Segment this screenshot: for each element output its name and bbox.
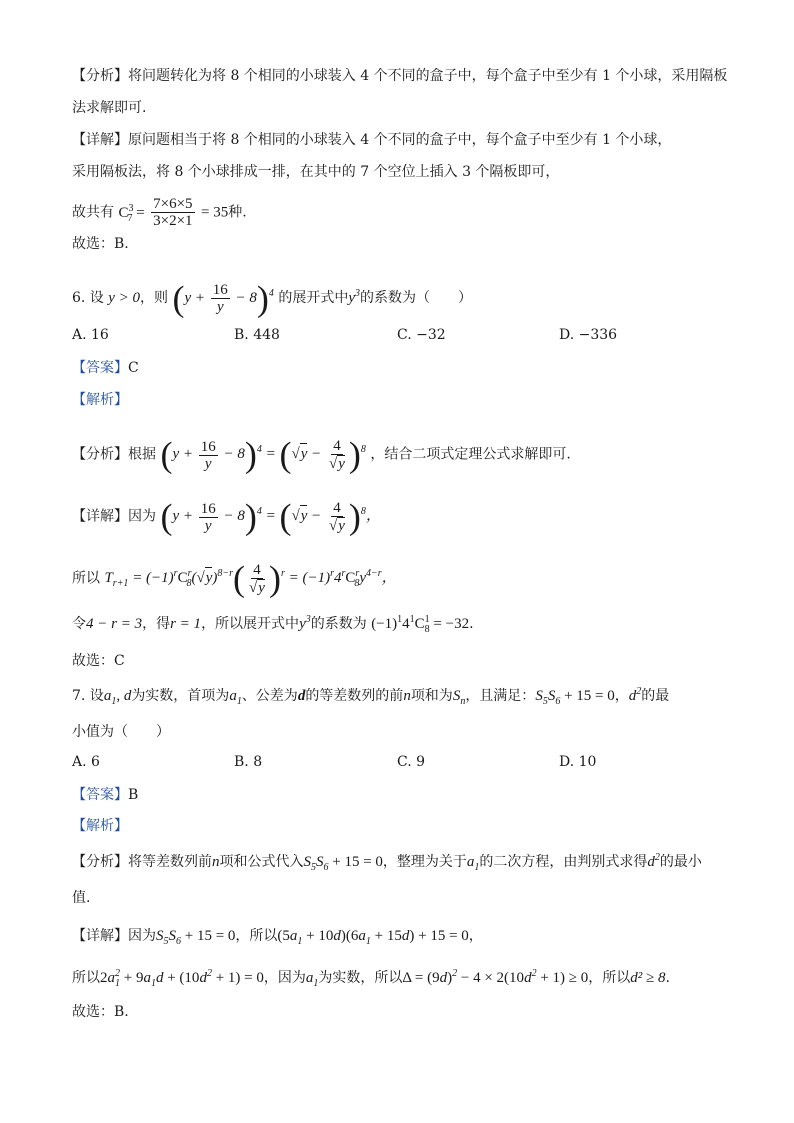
q5-detail-line-1 (72, 130, 671, 150)
q6-option-a[interactable]: A. 16 (72, 327, 109, 343)
q7-analysis: 【分析】将等差数列前n项和公式代入$S_5S_6 + 15 = 0$，整理为关于$a_1$的二次方程，由判别式求得$d^2$的最小 (72, 852, 702, 873)
q7-option-a[interactable]: A. 6 (72, 754, 100, 770)
q6-choice: 故选：C (72, 653, 125, 669)
q6-answer: 【答案】C (72, 360, 139, 376)
q5-detail-line-2: 采用隔板法，将 8 个小球排成一排，在其中的 7 个空位上插入 3 个隔板即可， (72, 164, 560, 180)
q6-option-b[interactable]: B. 448 (234, 327, 280, 343)
q7-detail-line-2: 所以$2a_1^2 + 9a_1d + (10d^2 + 1) = 0$，因为$a_1$为实数，所以$\Delta = (9d)^2 - 4 \times 2(10d^2 + 1) \ge 0$，所以d² ≥ 8. (72, 968, 670, 989)
q6-option-d[interactable]: D. −336 (559, 327, 618, 343)
q7-jiexi-tag: 【解析】 (72, 818, 128, 834)
q5-choice: 故选：B. (72, 236, 129, 252)
q7-choice: 故选：B. (72, 1004, 129, 1020)
q7-analysis-line-2: 值. (72, 890, 91, 906)
q5-analysis-line-2: 法求解即可. (72, 100, 147, 116)
q7-detail: 【详解】因为$S_5S_6 + 15 = 0$，所以$(5a_1 + 10d)(6a_1 + 15d) + 15 = 0$， (72, 928, 483, 947)
q5-detail-line-3: 故共有 $C^3_7$ = $\frac{7\times 6\times 5}{3\times 2\times 1}$ = 35种. (72, 196, 247, 229)
q5-detail-text: 原问题相当于将 8 个相同的小球装入 4 个不同的盒子中，每个盒子中至少有 1 个小球， (128, 132, 672, 148)
q7-option-c[interactable]: C. 9 (397, 754, 426, 770)
q7-answer: 【答案】B (72, 787, 139, 803)
fraction: $\frac{7\times 6\times 5}{3\times 2\times 1}$ (153, 196, 193, 229)
q6-general-term: 所以 $T_{r+1} = (-1)^rC^r_8(√y)^{8-r}$( $\frac{4}{√y}$ )$^r = (-1)^r4^rC^r_8y^{4-r}$， (72, 559, 397, 599)
q6-identity: (y + $\frac{16}{y}$ − 8)$^4$ = (√y − $\frac{4}{√y}$ )$^8$ (160, 435, 366, 475)
q7-stem: 7. 设$a_1$, d为实数，首项为$a_1$、公差为d的等差数列的前n项和为$S_n$，且满足：$S_5S_6 + 15 = 0$，$d^2$的最 (72, 686, 670, 707)
q7-stem-line-2: 小值为（ ） (72, 724, 170, 740)
q6-stem: 6. 设 y > 0，则 (y + $\frac{16}{y}$ − 8)$^4$ 的展开式中$y^3$的系数为（ ） (72, 278, 473, 319)
q6-analysis: 【分析】根据 (y + $\frac{16}{y}$ − 8)$^4$ = (√y − $\frac{4}{√y}$ )$^8$ ，结合二项式定理公式求解即可. (72, 435, 571, 475)
answer-tag: 【答案】 (72, 360, 128, 376)
q6-detail: 【详解】因为 (y + $\frac{16}{y}$ − 8)$^4$ = (√y − $\frac{4}{√y}$ )$^8$， (72, 497, 381, 537)
q6-solve-r: 令4 − r = 3，得r = 1，所以展开式中$y^3$的系数为 $(-1)^14^1C^1_8 = -32$. (72, 614, 474, 635)
combination-c73: $C^3_7$ = (118, 202, 145, 224)
q7-option-b[interactable]: B. 8 (234, 754, 263, 770)
detail-tag: 【详解】 (72, 132, 128, 148)
q5-analysis-line-1 (72, 66, 727, 86)
q5-analysis-text: 将问题转化为将 8 个相同的小球装入 4 个不同的盒子中，每个盒子中至少有 1 个小球，采用隔板 (128, 68, 728, 84)
q6-expression: (y + $\frac{16}{y}$ − 8)$^4$ (172, 278, 274, 319)
q6-jiexi-tag: 【解析】 (72, 392, 128, 408)
q7-option-d[interactable]: D. 10 (559, 754, 597, 770)
analysis-tag: 【分析】 (72, 68, 128, 84)
q6-option-c[interactable]: C. −32 (397, 327, 446, 343)
